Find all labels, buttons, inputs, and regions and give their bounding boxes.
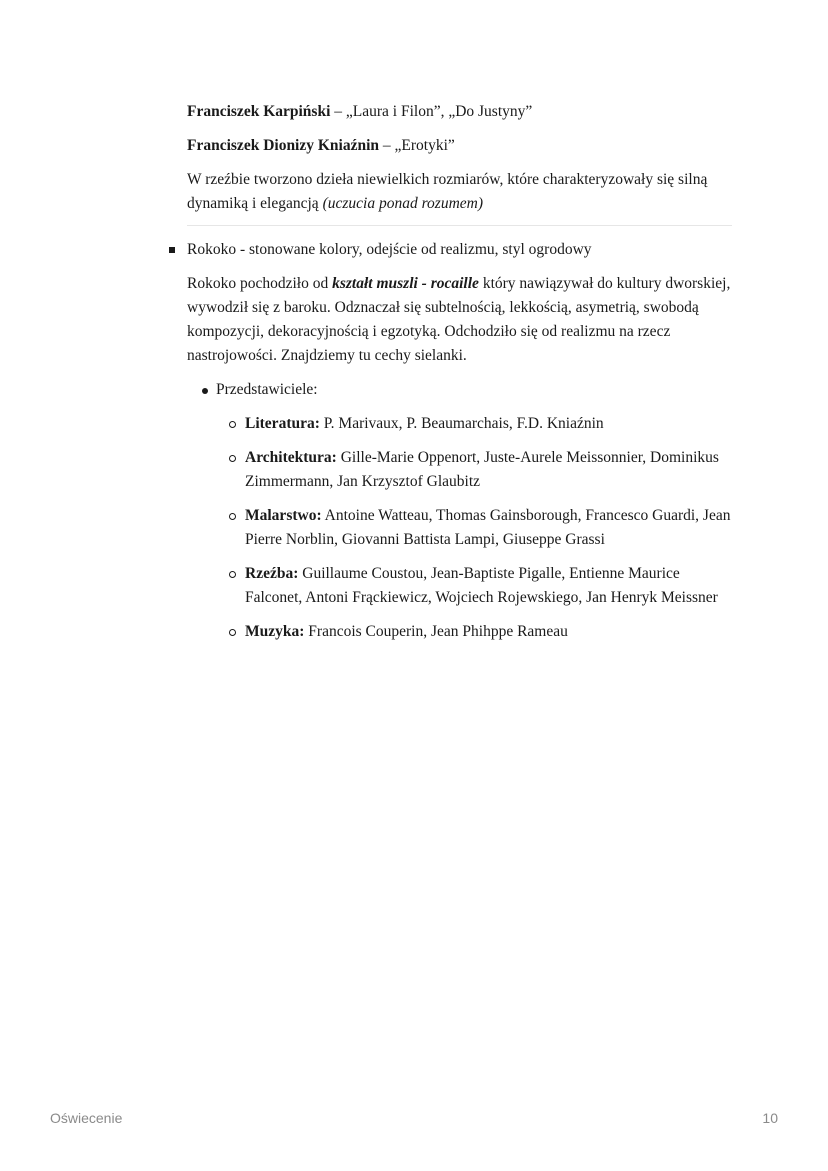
works-text: – „Erotyki” xyxy=(379,137,455,154)
karpinski-line xyxy=(187,100,732,124)
works-text: – „Laura i Filon”, „Do Justyny” xyxy=(330,103,533,120)
author-name: Franciszek Karpiński xyxy=(187,103,331,120)
bold-italic-term: kształt muszli - rocaille xyxy=(332,275,479,292)
circle-bullet-icon xyxy=(229,629,236,636)
rep-text: Gille-Marie Oppenort, Juste-Aurele Meissonnier, Dominikus Zimmermann, Jan Krzysztof Glaubitz xyxy=(245,449,719,490)
kniaznin-line xyxy=(187,134,732,158)
square-bullet-icon xyxy=(169,247,175,253)
rep-architektura xyxy=(245,446,732,494)
author-name: Franciszek Dionizy Kniaźnin xyxy=(187,137,380,154)
page-number: 10 xyxy=(762,1110,778,1126)
rep-malarstwo xyxy=(245,504,732,552)
rep-text: Guillaume Coustou, Jean-Baptiste Pigalle, Entienne Maurice Falconet, Antoni Frąckiewicz, Wojciech Rojewskiego, Jan Henryk Meissner xyxy=(245,565,718,606)
footer-title: Oświecenie xyxy=(50,1110,123,1126)
divider xyxy=(187,225,732,226)
rokoko-heading-item xyxy=(187,238,732,262)
rep-label: Malarstwo: xyxy=(245,507,322,524)
rokoko-paragraph xyxy=(187,272,732,368)
paragraph-text: który nawiązywał do kultury dworskiej, wywodził się z baroku. Odznaczał się subtelnością, lekkością, asymetrią, swobodą kompozycji, dekoracyjnością i egzotyką. Odchodziło się od realizmu na rzecz nastrojowości. Znajdziemy tu cechy sielanki. xyxy=(187,275,731,364)
rep-label: Architektura: xyxy=(245,449,337,466)
disc-bullet-icon xyxy=(202,388,208,394)
rokoko-heading: Rokoko - stonowane kolory, odejście od realizmu, styl ogrodowy xyxy=(187,241,592,258)
rep-text: Francois Couperin, Jean Phihppe Rameau xyxy=(304,623,568,640)
rep-literatura xyxy=(245,412,732,436)
representatives-item xyxy=(216,378,732,402)
circle-bullet-icon xyxy=(229,455,236,462)
representatives-label: Przedstawiciele: xyxy=(216,381,318,398)
page-content xyxy=(187,100,732,644)
paragraph-text: W rzeźbie tworzono dzieła niewielkich rozmiarów, które charakteryzowały się silną dynamiką i elegancją xyxy=(187,171,708,212)
rep-label: Muzyka: xyxy=(245,623,305,640)
sculpture-paragraph xyxy=(187,168,732,216)
rep-text: Antoine Watteau, Thomas Gainsborough, Francesco Guardi, Jean Pierre Norblin, Giovanni Battista Lampi, Giuseppe Grassi xyxy=(245,507,731,548)
italic-note: (uczucia ponad rozumem) xyxy=(322,195,484,212)
circle-bullet-icon xyxy=(229,421,236,428)
circle-bullet-icon xyxy=(229,571,236,578)
rep-rzezba xyxy=(245,562,732,610)
circle-bullet-icon xyxy=(229,513,236,520)
rep-label: Literatura: xyxy=(245,415,320,432)
rep-label: Rzeźba: xyxy=(245,565,299,582)
rep-muzyka xyxy=(245,620,732,644)
rep-text: P. Marivaux, P. Beaumarchais, F.D. Kniaźnin xyxy=(319,415,604,432)
paragraph-text: Rokoko pochodziło od xyxy=(187,275,333,292)
